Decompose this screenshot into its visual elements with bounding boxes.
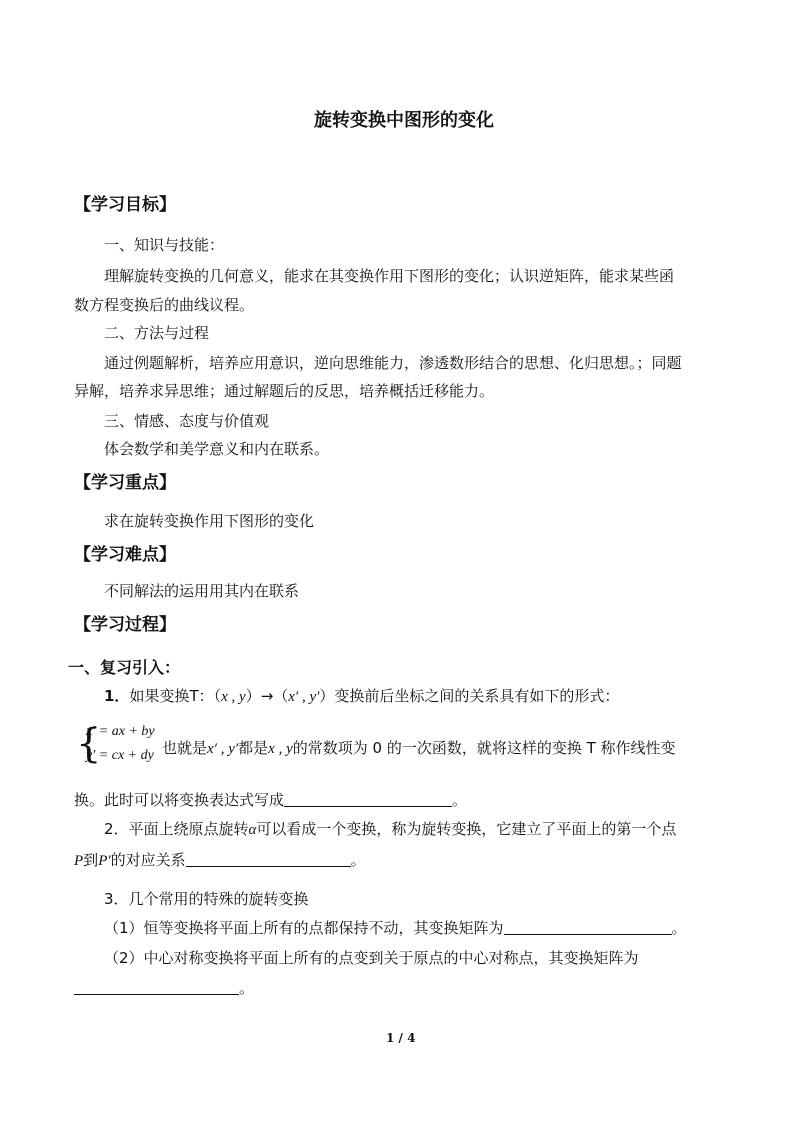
question-1-vars: x′ , y′: [207, 741, 239, 757]
goal-paragraph-1b: 数方程变换后的曲线议程。: [74, 296, 255, 314]
answer-blank-3[interactable]: [504, 920, 672, 935]
question-3-item-2-answer: [74, 977, 254, 998]
question-3-item-2: （2）中心对称变换将平面上所有的点变到关于原点的中心对称点，其变换矩阵为: [104, 949, 639, 967]
goal-paragraph-2b: 异解，培养求异思维；通过解题后的反思，培养概括迁移能力。: [74, 382, 495, 400]
question-2-line-2: [74, 849, 366, 870]
question-1-text-a: 如果变换T：（: [129, 687, 222, 705]
question-3-heading: 3．几个常用的特殊的旋转变换: [104, 890, 309, 908]
page-number: 1 / 4: [386, 1031, 416, 1045]
question-1-text-b: ）→（: [245, 687, 289, 705]
question-1-xy: x , y: [221, 689, 246, 705]
goal-paragraph-3: 体会数学和美学意义和内在联系。: [104, 440, 330, 458]
question-1-text-c: ）变换前后坐标之间的关系具有如下的形式：: [319, 687, 620, 705]
question-2-text-d: 的对应关系: [110, 851, 186, 869]
answer-blank-1[interactable]: [284, 792, 452, 807]
page-title: 旋转变换中图形的变化: [314, 110, 494, 131]
difficult-text: 不同解法的运用用其内在联系: [104, 582, 300, 600]
question-1-continuation: [162, 737, 676, 758]
goal-heading-2: 二、方法与过程: [104, 324, 210, 342]
question-3-item-1-end: 。: [671, 919, 687, 937]
question-1-number: 1．: [104, 687, 130, 705]
question-2-line: [104, 818, 676, 839]
goal-heading-3: 三、情感、态度与价值观: [104, 412, 270, 430]
equation-brace: {: [76, 721, 102, 767]
equation-line-1: x′ = ax + by: [86, 724, 155, 739]
section-process-heading: 【学习过程】: [74, 615, 176, 635]
question-1-end: 。: [452, 791, 468, 809]
goal-paragraph-2a: 通过例题解析，培养应用意识，逆向思维能力，渗透数形结合的思想、化归思想。；同题: [104, 354, 682, 372]
question-1-vars2: x , y: [268, 741, 293, 757]
section-goals-heading: 【学习目标】: [74, 195, 176, 215]
question-3-item-1: [104, 917, 687, 938]
question-1-text-e: 都是: [238, 739, 269, 757]
question-2-point-p: P: [74, 853, 84, 869]
key-text: 求在旋转变换作用下图形的变化: [104, 512, 315, 530]
question-2-text-c: 到: [83, 851, 99, 869]
question-1-text-d: 也就是: [162, 739, 208, 757]
answer-blank-2[interactable]: [186, 852, 351, 867]
equation-line-2: y′ = cx + dy: [86, 748, 154, 763]
question-2-end: 。: [350, 851, 366, 869]
question-2-point-pp: P′: [98, 853, 111, 869]
section-difficult-heading: 【学习难点】: [74, 545, 176, 565]
question-1-final-line: [74, 789, 467, 810]
review-heading: 一、复习引入：: [68, 658, 181, 677]
question-1-text-f: 的常数项为 0 的一次函数，就将这样的变换 T 称作线性变: [292, 739, 676, 757]
answer-blank-4[interactable]: [74, 980, 239, 995]
question-1-xpyp: x′ , y′: [288, 689, 320, 705]
question-2-alpha: α: [248, 822, 257, 838]
question-3-item-2-end: 。: [239, 979, 255, 997]
question-2-text-b: 可以看成一个变换，称为旋转变换，它建立了平面上的第一个点: [256, 820, 677, 838]
section-key-heading: 【学习重点】: [74, 473, 176, 493]
goal-paragraph-1a: 理解旋转变换的几何意义，能求在其变换作用下图形的变化；认识逆矩阵，能求某些函: [104, 267, 675, 285]
question-1-line: [104, 685, 619, 706]
question-1-text-g: 换。此时可以将变换表达式写成: [74, 791, 285, 809]
goal-heading-1: 一、知识与技能：: [104, 236, 225, 254]
question-3-item-1-text: （1）恒等变换将平面上所有的点都保持不动，其变换矩阵为: [104, 919, 504, 937]
question-2-text-a: 2．平面上绕原点旋转: [104, 820, 249, 838]
